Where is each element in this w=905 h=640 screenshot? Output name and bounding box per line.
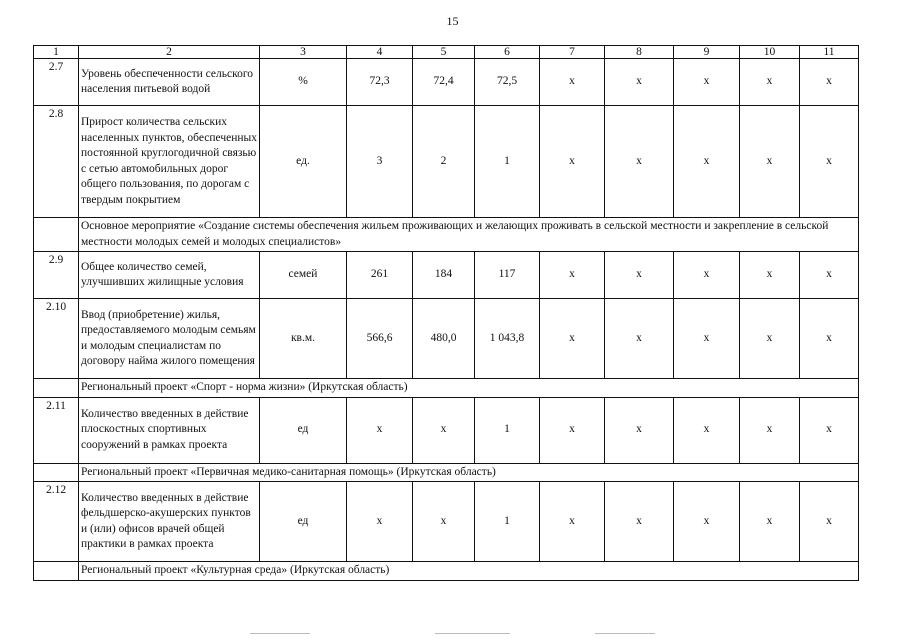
scan-artifact-line (595, 633, 655, 634)
scan-artifact-line (250, 633, 310, 634)
row-number: 2.7 (34, 59, 79, 106)
scan-artifact-line (435, 633, 510, 634)
value-cell: x (674, 397, 740, 463)
indicator-name: Количество введенных в действие плоскостных спортивных сооружений в рамках проекта (79, 397, 260, 463)
indicator-name: Общее количество семей, улучшивших жилищные условия (79, 252, 260, 299)
section-row (34, 218, 859, 252)
value-cell: x (413, 397, 475, 463)
indicator-name: Уровень обеспеченности сельского населения питьевой водой (79, 59, 260, 106)
value-cell: 72,5 (475, 59, 540, 106)
section-title: Региональный проект «Первичная медико-санитарная помощь» (Иркутская область) (79, 463, 859, 482)
value-cell: x (540, 106, 605, 218)
value-cell: x (800, 397, 859, 463)
value-cell: x (540, 252, 605, 299)
section-title: Региональный проект «Культурная среда» (Иркутская область) (79, 562, 859, 581)
unit-cell: % (260, 59, 347, 106)
value-cell: x (540, 299, 605, 379)
unit-cell: семей (260, 252, 347, 299)
value-cell: x (674, 299, 740, 379)
header-cell: 4 (347, 46, 413, 59)
value-cell: x (605, 482, 674, 562)
row-number: 2.8 (34, 106, 79, 218)
header-cell: 9 (674, 46, 740, 59)
value-cell: x (800, 482, 859, 562)
unit-cell: ед. (260, 106, 347, 218)
value-cell: x (800, 59, 859, 106)
value-cell: x (605, 59, 674, 106)
value-cell: x (605, 299, 674, 379)
section-title: Региональный проект «Спорт - норма жизни» (Иркутская область) (79, 379, 859, 398)
header-cell: 1 (34, 46, 79, 59)
value-cell: x (674, 252, 740, 299)
row-number: 2.10 (34, 299, 79, 379)
header-cell: 11 (800, 46, 859, 59)
value-cell: x (740, 252, 800, 299)
value-cell: x (740, 299, 800, 379)
value-cell: 1 (475, 397, 540, 463)
value-cell: x (740, 482, 800, 562)
unit-cell: ед (260, 397, 347, 463)
value-cell: 1 (475, 482, 540, 562)
value-cell: x (800, 252, 859, 299)
section-row (34, 463, 859, 482)
value-cell: 2 (413, 106, 475, 218)
table-row (34, 59, 859, 106)
value-cell: 72,3 (347, 59, 413, 106)
value-cell: x (800, 106, 859, 218)
header-cell: 8 (605, 46, 674, 59)
value-cell: x (347, 482, 413, 562)
value-cell: 261 (347, 252, 413, 299)
value-cell: 3 (347, 106, 413, 218)
header-cell: 3 (260, 46, 347, 59)
value-cell: x (605, 252, 674, 299)
table-header-row (34, 46, 859, 59)
value-cell: x (605, 397, 674, 463)
unit-cell: кв.м. (260, 299, 347, 379)
header-cell: 6 (475, 46, 540, 59)
section-row (34, 562, 859, 581)
header-cell: 2 (79, 46, 260, 59)
value-cell: 566,6 (347, 299, 413, 379)
value-cell: x (413, 482, 475, 562)
value-cell: 72,4 (413, 59, 475, 106)
value-cell: x (540, 397, 605, 463)
value-cell: x (605, 106, 674, 218)
value-cell: x (347, 397, 413, 463)
value-cell: x (740, 106, 800, 218)
value-cell: 184 (413, 252, 475, 299)
value-cell: x (740, 397, 800, 463)
row-number: 2.9 (34, 252, 79, 299)
value-cell: x (740, 59, 800, 106)
indicator-name: Ввод (приобретение) жилья, предоставляемого молодым семьям и молодым специалистам по договору найма жилого помещения (79, 299, 260, 379)
value-cell: x (674, 106, 740, 218)
section-title: Основное мероприятие «Создание системы обеспечения жильем проживающих и желающих проживать в сельской местности и закрепление в сельской местности молодых семей и молодых специалистов» (79, 218, 859, 252)
value-cell: x (540, 482, 605, 562)
row-number: 2.12 (34, 482, 79, 562)
table-row (34, 299, 859, 379)
table-row (34, 106, 859, 218)
value-cell: 480,0 (413, 299, 475, 379)
indicator-name: Количество введенных в действие фельдшерско-акушерских пунктов и (или) офисов врачей общей практики в рамках проекта (79, 482, 260, 562)
table-row (34, 252, 859, 299)
header-cell: 10 (740, 46, 800, 59)
row-number: 2.11 (34, 397, 79, 463)
value-cell: x (540, 59, 605, 106)
value-cell: 1 043,8 (475, 299, 540, 379)
unit-cell: ед (260, 482, 347, 562)
page-number: 15 (446, 14, 459, 28)
table-row (34, 397, 859, 463)
section-row (34, 379, 859, 398)
value-cell: x (674, 482, 740, 562)
value-cell: 1 (475, 106, 540, 218)
value-cell: 117 (475, 252, 540, 299)
value-cell: x (800, 299, 859, 379)
header-cell: 7 (540, 46, 605, 59)
header-cell: 5 (413, 46, 475, 59)
value-cell: x (674, 59, 740, 106)
indicator-name: Прирост количества сельских населенных пунктов, обеспеченных постоянной круглогодичной связью с сетью автомобильных дорог общего пользования, по дорогам с твердым покрытием (79, 106, 260, 218)
indicators-table (33, 45, 859, 581)
table-row (34, 482, 859, 562)
